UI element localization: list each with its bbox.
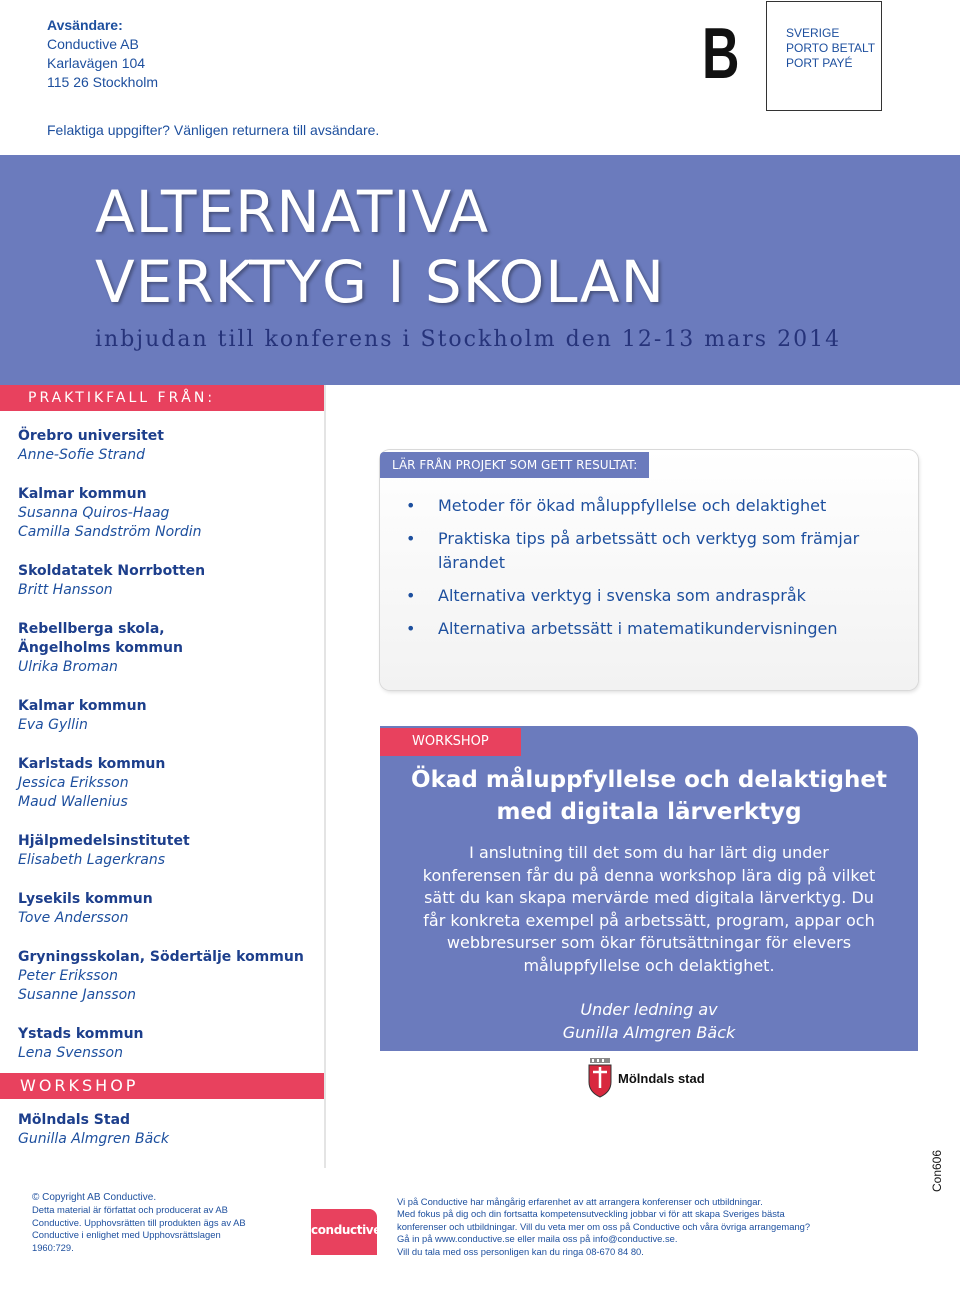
list-item-text: Alternativa verktyg i svenska som andraspråk — [438, 586, 806, 605]
practice-entry — [18, 620, 258, 677]
workshop-title-line-2: med digitala lärverktyg — [496, 799, 802, 825]
postage-box — [766, 1, 882, 111]
entry-person: Susanna Quiros-Haag — [18, 505, 170, 521]
sender-line: 115 26 Stockholm — [47, 74, 159, 90]
workshop-heading: WORKSHOP — [0, 1073, 324, 1099]
entry-person: Lena Svensson — [18, 1045, 123, 1061]
workshop-leader — [380, 999, 918, 1044]
practice-entry — [18, 890, 318, 928]
entry-org: Örebro universitet — [18, 428, 164, 444]
return-note: Felaktiga uppgifter? Vänligen returnera till avsändare. — [47, 122, 380, 138]
entry-person: Tove Andersson — [18, 910, 129, 926]
learn-list — [406, 494, 906, 650]
copyright-head: © Copyright AB Conductive. — [32, 1192, 157, 1203]
sender-address — [47, 16, 158, 92]
list-item-text: Metoder för ökad måluppfyllelse och delaktighet — [438, 496, 827, 515]
b-post-mark: B — [702, 14, 740, 94]
partner-name: Mölndals stad — [618, 1071, 705, 1086]
footer-info — [397, 1196, 827, 1258]
practice-entry — [18, 562, 318, 600]
entry-org: Mölndals Stad — [18, 1112, 131, 1128]
practice-entry — [18, 832, 318, 870]
bullet-icon: • — [406, 619, 416, 638]
entry-person: Maud Wallenius — [18, 794, 128, 810]
entry-org: Kalmar kommun — [18, 698, 147, 714]
entry-org: Rebellberga skola, Ängelholms kommun — [18, 621, 183, 656]
footer-line: Vi på Conductive har mångårig erfarenhet av att arrangera konferenser och utbildningar. — [397, 1196, 763, 1207]
title-line-1: ALTERNATIVA — [95, 178, 490, 246]
list-item — [406, 617, 906, 641]
entry-person: Britt Hansson — [18, 582, 113, 598]
title-line-2: VERKTYG I SKOLAN — [95, 248, 665, 316]
learn-box — [380, 450, 918, 690]
entry-org: Hjälpmedelsinstitutet — [18, 833, 190, 849]
practice-entry — [18, 948, 318, 1005]
logo-text: conductive — [311, 1223, 381, 1237]
page-subtitle: inbjudan till konferens i Stockholm den 12-13 mars 2014 — [95, 327, 842, 352]
entry-org: Ystads kommun — [18, 1026, 144, 1042]
practice-heading: PRAKTIKFALL FRÅN: — [0, 385, 324, 411]
entry-person: Camilla Sandström Nordin — [18, 524, 202, 540]
practice-entry — [18, 1025, 318, 1063]
workshop-title — [380, 764, 918, 828]
entry-person: Eva Gyllin — [18, 717, 88, 733]
sender-title: Avsändare: — [47, 17, 123, 33]
sender-line: Karlavägen 104 — [47, 55, 146, 71]
practice-entry — [18, 427, 318, 465]
list-item — [406, 527, 906, 575]
product-code: Con606 — [930, 1149, 944, 1192]
workshop-title-line-1: Ökad måluppfyllelse och delaktighet — [411, 767, 887, 793]
molndal-crest-icon — [588, 1058, 612, 1098]
copyright-notice — [32, 1192, 247, 1254]
bullet-icon: • — [406, 586, 416, 605]
practice-entry — [18, 697, 318, 735]
entry-person: Elisabeth Lagerkrans — [18, 852, 166, 868]
workshop-box — [380, 726, 918, 1051]
workshop-lead-label: Under ledning av — [580, 1000, 718, 1019]
footer-line: Med fokus på dig och din fortsatta kompetensutveckling jobbar vi för att skapa Sveriges bästa konferenser och utbildningar. Vill du veta mer om oss på Conductive och våra övriga arrangemang? — [397, 1208, 811, 1232]
postage-line: SVERIGE — [786, 26, 840, 40]
workshop-entry — [18, 1111, 318, 1149]
postage-line: PORT PAYÉ — [786, 56, 853, 70]
entry-person: Gunilla Almgren Bäck — [18, 1131, 169, 1147]
list-item-text: Praktiska tips på arbetssätt och verktyg som främjar lärandet — [438, 529, 860, 572]
practice-entry — [18, 485, 318, 542]
footer-line: Vill du tala med oss personligen kan du ringa 08-670 84 80. — [397, 1245, 644, 1257]
entry-person: Jessica Eriksson — [18, 775, 129, 791]
list-item — [406, 494, 906, 518]
page-title — [95, 177, 665, 317]
footer-line: Gå in på www.conductive.se eller maila oss på info@conductive.se. — [397, 1233, 678, 1245]
entry-org: Kalmar kommun — [18, 486, 147, 502]
entry-org: Skoldatatek Norrbotten — [18, 563, 206, 579]
workshop-description: I anslutning till det som du har lärt dig under konferensen får du på denna workshop lära dig på vilket sätt du kan skapa mervärde med digitala lärverktyg. Du får konkreta exempel på arbetssätt, program, appar och webbresurser som ökar förutsättningar för elevers måluppfyllelse och delaktighet. — [422, 843, 876, 975]
bullet-icon: • — [406, 496, 416, 515]
workshop-tag: WORKSHOP — [380, 728, 521, 756]
learn-tag: LÄR FRÅN PROJEKT SOM GETT RESULTAT: — [380, 452, 649, 478]
postage-line: PORTO BETALT — [786, 41, 876, 55]
entry-org: Lysekils kommun — [18, 891, 153, 907]
title-banner — [0, 155, 960, 385]
workshop-lead-name: Gunilla Almgren Bäck — [562, 1022, 736, 1042]
entry-person: Ulrika Broman — [18, 659, 118, 675]
conductive-logo — [311, 1209, 381, 1255]
practice-panel — [0, 385, 324, 1168]
entry-person: Susanne Jansson — [18, 987, 137, 1003]
bullet-icon: • — [406, 529, 416, 548]
list-item-text: Alternativa arbetssätt i matematikundervisningen — [438, 619, 838, 638]
list-item — [406, 584, 906, 608]
entry-org: Karlstads kommun — [18, 756, 166, 772]
practice-entry — [18, 755, 318, 812]
sender-line: Conductive AB — [47, 36, 139, 52]
entry-org: Gryningsskolan, Södertälje kommun — [18, 949, 304, 965]
entry-person: Peter Eriksson — [18, 968, 118, 984]
entry-person: Anne-Sofie Strand — [18, 447, 146, 463]
copyright-body: Detta material är författat och producerat av AB Conductive. Upphovsrätten till produkten ägs av AB Conductive i enlighet med Upphovsrättslagen 1960:729. — [32, 1204, 246, 1253]
